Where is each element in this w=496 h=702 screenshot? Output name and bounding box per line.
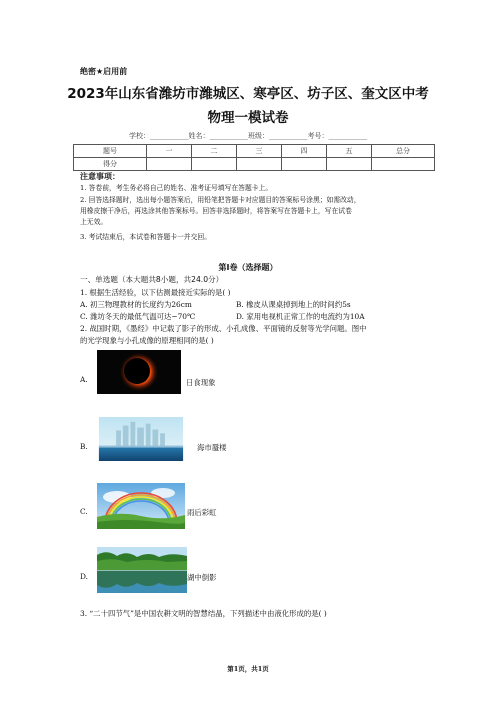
page-footer: 第1页，共1页 bbox=[227, 665, 269, 673]
question-2-stem-line1: 2. 战国时期，《墨经》中记载了影子的形成、小孔成像、平面镜的反射等光学问题。图中 bbox=[80, 324, 367, 333]
student-info-line: 学校：___________姓名：___________班级：___________考号：___________ bbox=[129, 132, 367, 140]
q2-option-a-letter[interactable]: A. bbox=[80, 375, 88, 384]
q2-option-b-letter[interactable]: B. bbox=[80, 442, 88, 451]
q2-option-d-label: 湖中倒影 bbox=[187, 573, 217, 582]
section-title: 第I卷（选择题） bbox=[218, 263, 278, 272]
q2-option-a-label: 日食现象 bbox=[186, 378, 216, 387]
score-input-cell[interactable] bbox=[147, 158, 192, 171]
score-cell: 总分 bbox=[372, 145, 435, 158]
q1-option-c[interactable]: C. 潍坊冬天的最低气温可达−70℃ bbox=[80, 312, 196, 321]
notice-item: 上无效。 bbox=[80, 218, 108, 226]
mirage-city-image bbox=[97, 417, 185, 461]
q2-option-c-letter[interactable]: C. bbox=[80, 507, 88, 516]
notice-item: 用橡皮擦干净后，再选涂其他答案标号。回答非选择题时，将答案写在答题卡上，写在试卷 bbox=[80, 207, 352, 215]
part-heading: 一、单选题（本大题共8小题，共24.0分） bbox=[80, 275, 224, 284]
score-cell: 得分 bbox=[74, 158, 147, 171]
score-table-header-row bbox=[74, 145, 435, 158]
score-table-score-row bbox=[74, 158, 435, 171]
q2-option-d-letter[interactable]: D. bbox=[80, 572, 89, 581]
q1-option-b[interactable]: B. 橡皮从课桌掉到地上的时间约5s bbox=[236, 300, 351, 309]
score-input-cell[interactable] bbox=[282, 158, 327, 171]
q2-option-b-label: 海市蜃楼 bbox=[197, 443, 227, 452]
exam-title: 2023年山东省潍坊市潍城区、寒亭区、坊子区、奎文区中考 bbox=[67, 86, 429, 102]
confidential-mark: 绝密★启用前 bbox=[80, 67, 128, 76]
notice-item: 2. 回答选择题时，选出每小题答案后，用铅笔把答题卡对应题目的答案标号涂黑；如需改动， bbox=[80, 196, 361, 204]
score-cell: 三 bbox=[237, 145, 282, 158]
q2-option-c-label: 雨后彩虹 bbox=[187, 508, 217, 517]
q1-option-d[interactable]: D. 家用电视机正常工作的电流约为10A bbox=[236, 312, 365, 321]
notice-item: 3. 考试结束后，本试卷和答题卡一并交回。 bbox=[80, 233, 211, 241]
question-3-stem: 3. “二十四节气”是中国农耕文明的智慧结晶，下列描述中由液化形成的是( ) bbox=[80, 609, 327, 618]
score-cell: 四 bbox=[282, 145, 327, 158]
score-cell: 二 bbox=[192, 145, 237, 158]
rainbow-image bbox=[97, 483, 185, 529]
score-cell: 一 bbox=[147, 145, 192, 158]
lake-reflection-image bbox=[97, 547, 187, 593]
question-2-stem-line2: 的光学现象与小孔成像的原理相同的是( ) bbox=[80, 336, 214, 345]
notice-item: 1. 答卷前，考生务必将自己的姓名、准考证号填写在答题卡上。 bbox=[80, 184, 273, 192]
score-input-cell[interactable] bbox=[237, 158, 282, 171]
exam-subtitle: 物理一模试卷 bbox=[207, 110, 289, 126]
score-input-cell[interactable] bbox=[327, 158, 372, 171]
score-input-cell[interactable] bbox=[372, 158, 435, 171]
question-1-stem: 1. 根据生活经验，以下估测最接近实际的是( ) bbox=[80, 288, 231, 297]
score-cell: 题号 bbox=[74, 145, 147, 158]
score-input-cell[interactable] bbox=[192, 158, 237, 171]
notice-heading: 注意事项： bbox=[80, 172, 120, 181]
solar-eclipse-image bbox=[97, 350, 181, 394]
score-cell: 五 bbox=[327, 145, 372, 158]
score-table bbox=[73, 144, 435, 171]
q1-option-a[interactable]: A. 初三物理教材的长度约为26cm bbox=[80, 300, 192, 309]
